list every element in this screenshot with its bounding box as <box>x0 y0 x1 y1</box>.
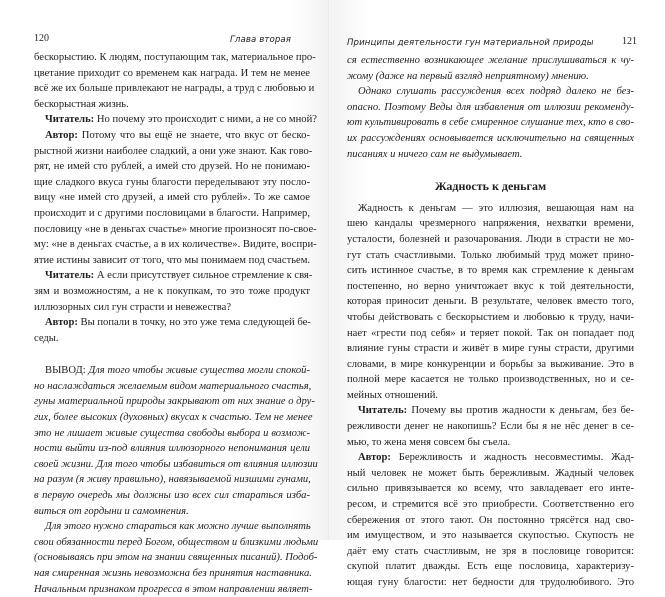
text-line: скупой платит дважды. Есть еще пословица, характеризу- <box>347 561 634 573</box>
text-line: их рассуждениях основывается исключительно на священных <box>347 132 634 144</box>
text-line: Начальным признаком прогресса в этом направлении являет- <box>34 583 313 595</box>
left-text-block <box>34 50 319 597</box>
right-running-head: Принципы деятельности гун материальной природы <box>347 38 594 48</box>
text-line: Жадность к деньгам — это иллюзия, вешающая нам на <box>358 202 634 214</box>
text-line: но наслаждаться желаемым видом материального счастья, <box>34 380 312 392</box>
speaker-label: Читатель: <box>45 114 95 126</box>
text-line: Однако слушать рассуждения всех подряд далеко не без- <box>358 86 634 98</box>
speaker-label: Автор: <box>358 452 391 464</box>
text-line: пословицу «не в деньгах счастье» многие произносят по-свое- <box>34 223 317 235</box>
text-line: му: «не в деньгах счастье, а в их количестве». Видите, воспри- <box>34 239 317 251</box>
text-line: шею кандалы чрезмерного напряжения, нехватки времени, <box>347 218 634 230</box>
text-line: им имуществом, и это называется скупостью. Скупость не <box>347 530 634 542</box>
text-line: сбережения от этого тают. Он постоянно трясётся над сво- <box>347 514 634 526</box>
text-line: полной мере касается не только производственных, но и се- <box>347 374 634 386</box>
text-line: гих, более высоких (духовных) вкусах к счастью. Тем не менее <box>34 412 313 424</box>
speaker-label: Автор: <box>45 129 78 141</box>
text-line: седы. <box>34 332 59 344</box>
text-line: на разум (я живу правильно), навязываемой низшими гунами, <box>34 474 311 486</box>
conclusion-label: ВЫВОД: <box>45 365 86 377</box>
dialogue-author-1: Автор: Потому что вы ещё не знаете, что вкус от беско- <box>45 129 310 141</box>
left-page <box>0 0 330 595</box>
text-line: ный человек не может быть бережливым. Жадный человек <box>347 467 634 479</box>
right-page <box>330 0 665 588</box>
text-line: (основываясь при этом на знании священных писаний). Подоб- <box>34 552 318 564</box>
text-line: виться от гордыни и самомнения. <box>34 505 189 517</box>
text-line: бескорыстная жизнь. <box>34 98 129 110</box>
left-running-head: Глава вторая <box>230 35 292 45</box>
text-line: зям и возможностям, а не к покупкам, то это тоже продукт <box>34 285 310 297</box>
dialogue-reader-3: Читатель: Почему вы против жадности к деньгам, без бе- <box>358 405 634 417</box>
text-line: усталости, болезней и разочарования. Люди в страсти не мо- <box>347 233 634 245</box>
text-line: сить истинное счастье, в то время как стремление к деньгам <box>347 265 634 277</box>
text-line: жому (даже на первый взгляд неприятному) мнению. <box>347 70 589 82</box>
text-line: гуны материальной природы закрывают от них знание о дру- <box>34 396 315 408</box>
speaker-label: Читатель: <box>358 405 408 417</box>
text-line: мейных отношений. <box>347 389 439 401</box>
right-page-number: 121 <box>622 36 637 47</box>
text-line: ности выйти из-под влияния иллюзорного непонимания цели <box>34 443 310 455</box>
spacer <box>34 346 310 363</box>
text-line: постепенно, но верно уничтожает вкус к той деятельности, <box>347 280 634 292</box>
text-line: свои обязанности перед Богом, обществом и близкими людьми <box>34 536 319 548</box>
text-line: Для этого нужно стараться как можно лучше выполнять <box>45 521 311 533</box>
text-line: рыстной жизни наиболее сладкий, а они уже знают. Как гово- <box>34 145 313 157</box>
text-line: ятие истины зависит от того, что мы понимаем под счастьем. <box>34 254 311 266</box>
conclusion-first-line: ВЫВОД: Для того чтобы живые существа могли спокой- <box>45 365 310 377</box>
text-line: это не лишает живые существа свободы выбора и возмож- <box>34 427 310 439</box>
dialogue-author-3: Автор: Бережливость и жадность несовместимы. Жад- <box>358 452 634 464</box>
text-line: ющая гуну благости: нет бедности для трудолюбивого. Это <box>347 577 634 588</box>
text-line: сильно привязывается ко всему, что завладевает его инте- <box>347 483 634 495</box>
text-line: иллюзорных сил гун страсти и невежества? <box>34 301 232 313</box>
dialogue-reader-2: Читатель: А если присутствует сильное стремление к свя- <box>45 270 313 282</box>
text-line: словами, в мире конкуренции и борьбы за выживание. Это в <box>347 358 634 370</box>
text-line: всё же их больше привлекают не награды, а труд с любовью и <box>34 83 315 95</box>
text-line: ная смиренная жизнь невозможна без принятия наставника. <box>34 568 312 579</box>
text-line: чтобы действовать с бескорыстием и любовью к труду, начи- <box>347 311 634 323</box>
text-line: режливости денег не накопишь? Если бы я не нёс денег в се- <box>347 421 634 433</box>
text-line: рят, не имей сто рублей, а имей сто друзей. Но не понимаю- <box>34 161 310 173</box>
text-line: цветание приходит со временем как награда. И тем не менее <box>34 67 310 79</box>
text-line: щие сладкого вкуса гуны благости переделывают эту посло- <box>34 176 310 188</box>
speaker-label: Читатель: <box>45 270 95 282</box>
spacer <box>347 162 634 179</box>
text-line: мью, то жена меня совсем бы съела. <box>347 436 511 448</box>
section-heading: Жадность к деньгам <box>434 179 547 194</box>
text-line: своей жизни. Для того чтобы избавиться от влияния иллюзии <box>34 458 318 470</box>
text-line: даёт ему стать счастливым, не зря в пословице говорится: <box>347 545 634 557</box>
text-line: влияние гуны страсти и живёт в мире гуны страсти, другими <box>347 343 634 355</box>
text-line: опасно. Поэтому Веды для избавления от иллюзии рекоменду- <box>347 101 634 113</box>
text-line: ся естественно возникающее желание прислушиваться к чу- <box>347 55 634 66</box>
text-line: ют культивировать в себе смиренное слушание тех, кто в сво- <box>347 117 634 129</box>
text-line: ресом, и стремится всё это приобрести. Соответственно его <box>347 499 634 511</box>
text-line: нает «грести под себя» и теряет покой. Так он попадает под <box>347 327 634 339</box>
text-line: бескорыстию. К людям, поступающим так, материальное про- <box>34 52 316 63</box>
text-line: происходит и с другими пословицами в благости. Например, <box>34 207 310 219</box>
text-line: писаниях и ничего сам не выдумывает. <box>347 148 523 160</box>
left-page-number: 120 <box>34 33 49 44</box>
text-line: в первую очередь мы должны изо всех сил стараться изба- <box>34 490 310 502</box>
text-line: которая приносит деньги. В результате, человек вместо того, <box>347 296 634 308</box>
text-line: гут стать счастливыми. Только любимый труд может прино- <box>347 249 634 261</box>
right-text-block <box>347 53 634 591</box>
speaker-label: Автор: <box>45 317 78 329</box>
text-line: вицу «не имей сто друзей, а имей сто рублей». То же самое <box>34 192 310 204</box>
dialogue-author-2: Автор: Вы попали в точку, но это уже тема следующей бе- <box>45 317 311 329</box>
dialogue-reader-1: Читатель: Но почему это происходит с ними, а не со мной? <box>45 114 317 126</box>
